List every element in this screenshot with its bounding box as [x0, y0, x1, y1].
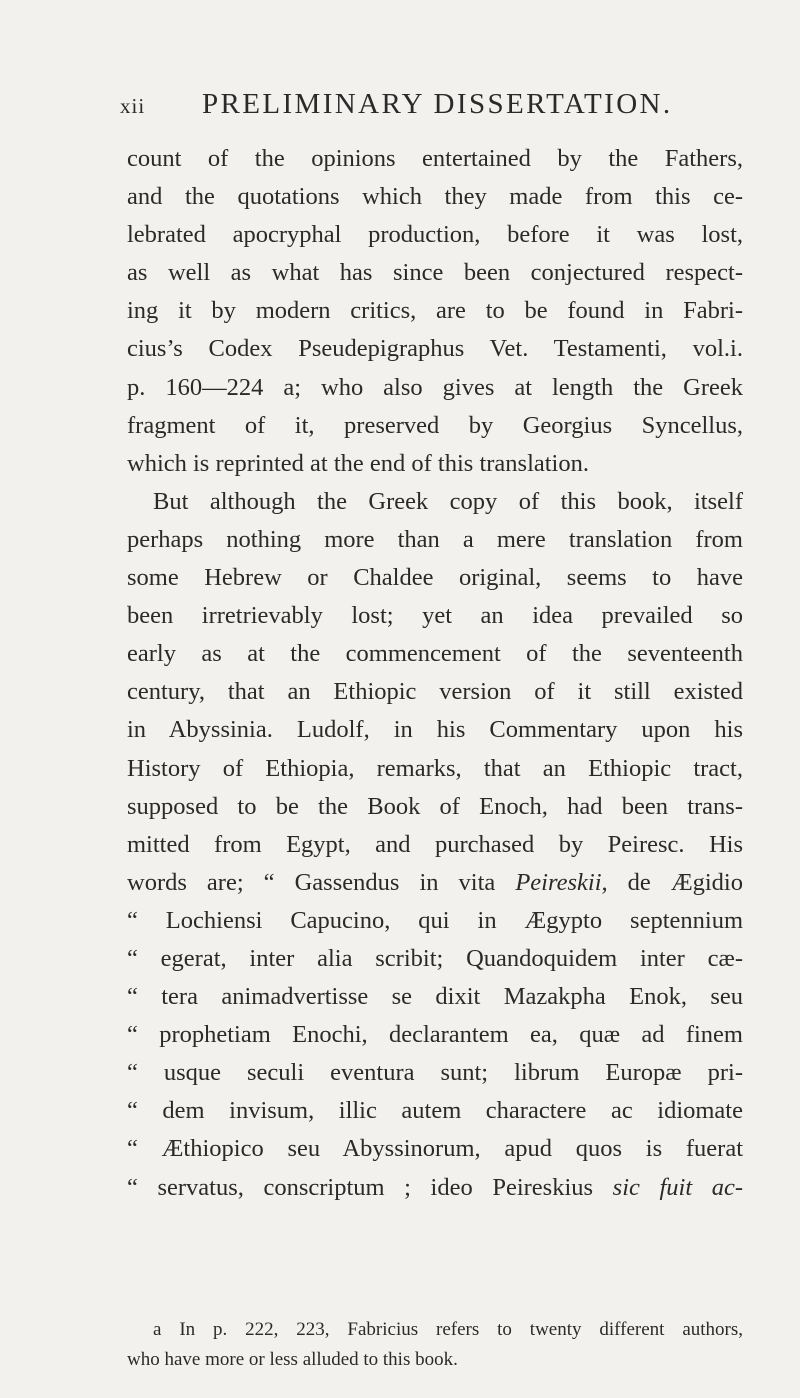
text-line: “ usque seculi eventura sunt; librum Europæ pri-	[127, 1059, 743, 1087]
text-line: early as at the commencement of the seventeenth	[127, 640, 743, 668]
text-line: lebrated apocryphal production, before it was lost,	[127, 221, 743, 249]
text-line: and the quotations which they made from this ce-	[127, 183, 743, 211]
text-segment: de Ægidio	[627, 868, 743, 896]
text-line: which is reprinted at the end of this translation.	[127, 449, 589, 477]
text-line: “ dem invisum, illic autem charactere ac idiomate	[127, 1097, 743, 1125]
text-line: “ Lochiensi Capucino, qui in Ægypto septennium	[127, 906, 743, 934]
text-line: been irretrievably lost; yet an idea prevailed so	[127, 602, 743, 630]
text-segment: “ servatus, conscriptum ; ideo Peireskius	[127, 1173, 594, 1201]
text-line: as well as what has since been conjectured respect-	[127, 259, 743, 287]
running-head	[120, 88, 740, 128]
text-line: count of the opinions entertained by the Fathers,	[127, 145, 743, 172]
text-line: century, that an Ethiopic version of it still existed	[127, 678, 743, 706]
text-line: in Abyssinia. Ludolf, in his Commentary upon his	[127, 716, 743, 744]
footnote-line	[127, 1315, 743, 1345]
text-line: “ Æthiopico seu Abyssinorum, apud quos is fuerat	[127, 1135, 743, 1163]
text-segment: words are; “ Gassendus in vita	[127, 868, 496, 896]
footnote-line: who have more or less alluded to this book.	[127, 1349, 458, 1370]
text-line: “ egerat, inter alia scribit; Quandoquidem inter cæ-	[127, 944, 743, 972]
text-line: “ prophetiam Enochi, declarantem ea, quæ ad finem	[127, 1021, 743, 1049]
text-line: supposed to be the Book of Enoch, had been trans-	[127, 792, 743, 820]
text-line: mitted from Egypt, and purchased by Peiresc. His	[127, 830, 743, 858]
text-line: some Hebrew or Chaldee original, seems to have	[127, 564, 743, 592]
text-line-mixed	[127, 864, 743, 902]
text-line: ing it by modern critics, are to be found in Fabri-	[127, 297, 743, 325]
footnote	[127, 1315, 743, 1375]
running-title: PRELIMINARY DISSERTATION.	[202, 88, 673, 120]
italic-name-peireskii: Peireskii,	[515, 868, 608, 896]
text-line: History of Ethiopia, remarks, that an Ethiopic tract,	[127, 754, 743, 782]
body-text	[127, 140, 743, 1207]
footnote-text: In p. 222, 223, Fabricius refers to twenty different authors,	[179, 1319, 743, 1340]
page-number: xii	[120, 94, 146, 118]
text-line-mixed	[127, 1169, 743, 1207]
footnote-marker: a	[153, 1319, 162, 1340]
text-line: But although the Greek copy of this book, itself	[153, 487, 743, 515]
text-line: perhaps nothing more than a mere translation from	[127, 525, 743, 553]
text-line: “ tera animadvertisse se dixit Mazakpha Enok, seu	[127, 983, 743, 1011]
text-line: fragment of it, preserved by Georgius Syncellus,	[127, 411, 743, 439]
italic-phrase-sic-fuit: sic fuit ac-	[612, 1173, 744, 1201]
text-line: cius’s Codex Pseudepigraphus Vet. Testamenti, vol.i.	[127, 335, 743, 363]
text-line: p. 160—224 a; who also gives at length the Greek	[127, 373, 743, 401]
